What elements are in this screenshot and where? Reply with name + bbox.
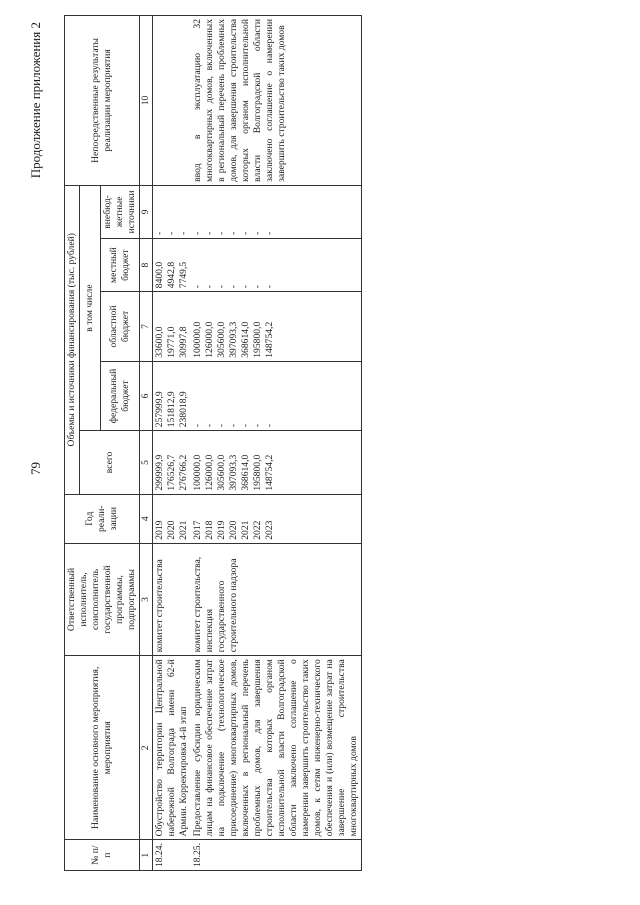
row-number: 18.24. [153,840,192,871]
appendix-note: Продолжение приложения 2 [28,22,43,179]
header-total: всего [80,431,140,494]
total-cell: 100000,0 126000,0 305600,0 397093,3 368614,0 195800,0 148754,2 [191,431,362,494]
result-cell: ввод в эксплуатацию 32 многоквартирных домов, включенных в региональный перечень проблемных домов, для завершения строительства которых органом исполнительной власти Волгоградской области заключено соглашение о намерении завершить строительство таких домов [191,16,362,186]
header-extrabudget: внебюд-жетные источники [101,185,140,238]
col-number: 8 [140,239,153,292]
header-regional: областной бюджет [101,292,140,362]
row-number: 18.25. [191,840,362,871]
col-number: 9 [140,185,153,238]
col-number: 7 [140,292,153,362]
local-cell: - - - - - - - [191,239,362,292]
regional-cell: 100000,0 126000,0 305600,0 397093,3 368614,0 195800,0 148754,2 [191,292,362,362]
col-number: 4 [140,494,153,543]
federal-cell: - - - - - - - [191,361,362,431]
total-cell: 299999,9 176526,7 276766,2 [153,431,192,494]
extrabudget-cell: - - - - - - - [191,185,362,238]
activity-name: Предоставление субсидии юридическим лицам на финансовое обеспечение затрат на подключение (технологическое присоединение) многоквартирных домов, включенных в региональный перечень проблемных домов, для завершения строительства которых органом исполнительной власти Волгоградской области заключено соглашение о намерении завершить строительство таких домов, к сетям инженерно-технического обеспечения и (или) возмещение затрат на завершение строительства многоквартирных домов [191,656,362,840]
extrabudget-cell: - - - [153,185,192,238]
col-number: 2 [140,656,153,840]
header-federal: федеральный бюджет [101,361,140,431]
activity-name: Обустройство территории Центральной набережной Волгограда имени 62-й Армии. Корректировка 4-й этап [153,656,192,840]
financing-table [64,15,362,871]
header-financing-group: Объемы и источники финансирования (тыс. рублей) [65,185,80,494]
col-number: 5 [140,431,153,494]
responsible-executor: комитет строительства, инспекция государственного строительного надзора [191,543,362,656]
responsible-executor: комитет строительства [153,543,192,656]
regional-cell: 33600,0 19771,0 30997,8 [153,292,192,362]
result-cell [153,16,192,186]
header-result: Непосредственные результаты реализации мероприятия [65,16,140,186]
table-row [191,16,362,871]
page-number: 79 [28,462,43,475]
header-name: Наименование основного мероприятия, мероприятия [65,656,140,840]
header-including: в том числе [80,185,101,430]
header-local: местный бюджет [101,239,140,292]
table-row [153,16,192,871]
federal-cell: 257999,9 151812,9 238018,9 [153,361,192,431]
column-numbers-row [140,16,153,871]
local-cell: 8400,0 4942,8 7749,5 [153,239,192,292]
col-number: 3 [140,543,153,656]
years-cell: 2017 2018 2019 2020 2021 2022 2023 [191,494,362,543]
header-num: № п/п [65,840,140,871]
header-row-1 [65,16,80,871]
col-number: 6 [140,361,153,431]
header-responsible: Ответственный исполнитель, соисполнитель государственной программы, подпрограммы [65,543,140,656]
years-cell: 2019 2020 2021 [153,494,192,543]
col-number: 10 [140,16,153,186]
header-year: Год реали-зации [65,494,140,543]
col-number: 1 [140,840,153,871]
